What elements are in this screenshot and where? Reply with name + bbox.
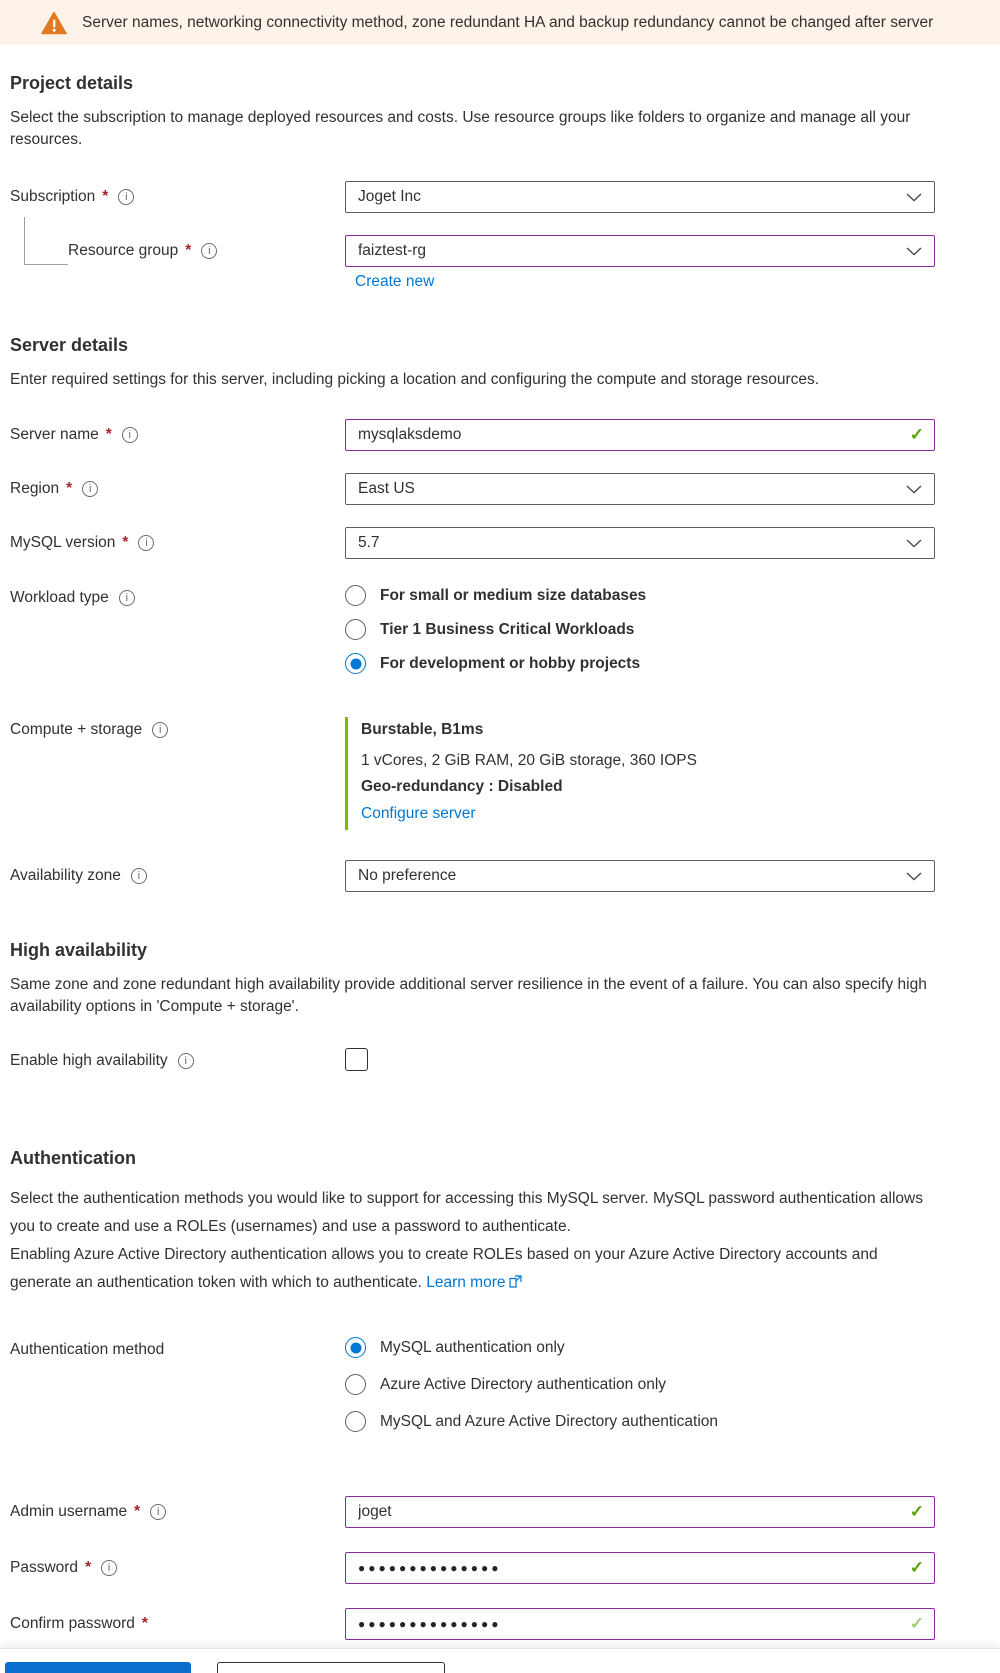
valid-check-icon: ✓ (909, 1614, 924, 1633)
mysql-version-label-group (10, 527, 345, 559)
chevron-down-icon (906, 485, 922, 494)
resource-group-select[interactable] (345, 235, 935, 267)
password-label: Password (10, 1559, 79, 1576)
auth-option-mysql-only[interactable]: MySQL authentication only (345, 1337, 935, 1358)
info-icon[interactable]: i (138, 535, 154, 551)
warning-icon (41, 11, 67, 35)
chevron-down-icon (906, 193, 922, 202)
availability-zone-select[interactable] (345, 860, 935, 892)
info-icon[interactable]: i (131, 868, 147, 884)
radio-icon (345, 619, 366, 640)
subscription-group (10, 181, 990, 291)
resource-group-label: Resource group (68, 242, 179, 259)
info-icon[interactable]: i (201, 243, 217, 259)
server-name-row (10, 419, 990, 451)
workload-option-tier1-critical[interactable]: Tier 1 Business Critical Workloads (345, 619, 935, 640)
info-icon[interactable]: i (122, 427, 138, 443)
admin-username-row (10, 1496, 990, 1528)
radio-selected-icon (345, 1337, 366, 1358)
required-asterisk: * (122, 534, 129, 551)
password-input[interactable] (358, 1561, 922, 1575)
info-icon[interactable]: i (152, 722, 168, 738)
required-asterisk: * (66, 480, 73, 497)
region-row (10, 473, 990, 505)
mysql-version-select[interactable] (345, 527, 935, 559)
section-heading-server-details: Server details (10, 335, 129, 355)
admin-username-label-group (10, 1496, 345, 1528)
section-heading-project-details: Project details (10, 73, 134, 93)
info-icon[interactable]: i (82, 481, 98, 497)
section-heading-high-availability: High availability (10, 940, 148, 960)
workload-option-small-medium[interactable]: For small or medium size databases (345, 585, 935, 606)
info-icon[interactable]: i (101, 1560, 117, 1576)
compute-specs: 1 vCores, 2 GiB RAM, 20 GiB storage, 360 IOPS (361, 752, 697, 769)
compute-storage-label-group (10, 719, 345, 741)
subscription-label-group (10, 181, 345, 213)
region-label-group (10, 473, 345, 505)
valid-check-icon: ✓ (909, 425, 924, 444)
chevron-down-icon (906, 247, 922, 256)
required-asterisk: * (141, 1615, 148, 1632)
learn-more-link[interactable]: Learn more (426, 1274, 506, 1291)
geo-redundancy-status: Geo-redundancy : Disabled (361, 778, 563, 795)
availability-zone-label-group (10, 860, 345, 892)
info-icon[interactable]: i (118, 189, 134, 205)
workload-type-label-group (10, 587, 345, 609)
region-value: East US (358, 480, 415, 497)
subscription-select[interactable] (345, 181, 935, 213)
chevron-down-icon (906, 872, 922, 881)
required-asterisk: * (102, 188, 109, 205)
valid-check-icon: ✓ (909, 1558, 924, 1577)
confirm-password-row (10, 1608, 990, 1640)
auth-option-aad-only[interactable]: Azure Active Directory authentication only (345, 1374, 935, 1395)
wizard-footer (0, 1648, 1000, 1673)
required-asterisk: * (105, 426, 112, 443)
valid-check-icon: ✓ (909, 1502, 924, 1521)
server-name-label-group (10, 419, 345, 451)
high-availability-description: Same zone and zone redundant high availability provide additional server resilience in the event of a failure. You can also specify high availability options in 'Compute + storage'. (10, 976, 927, 1015)
radio-icon (345, 585, 366, 606)
region-select[interactable] (345, 473, 935, 505)
radio-icon (345, 1411, 366, 1432)
enable-ha-checkbox[interactable] (345, 1048, 368, 1071)
confirm-password-label: Confirm password (10, 1615, 135, 1632)
server-name-input[interactable] (358, 426, 922, 444)
confirm-password-input[interactable] (358, 1617, 922, 1631)
workload-type-row (10, 585, 990, 687)
resource-group-value: faiztest-rg (358, 242, 427, 259)
server-name-label: Server name (10, 426, 99, 443)
mysql-version-label: MySQL version (10, 534, 116, 551)
admin-username-label: Admin username (10, 1503, 128, 1520)
create-new-link[interactable]: Create new (355, 273, 435, 290)
warning-banner (0, 0, 1000, 45)
configure-server-link[interactable]: Configure server (361, 805, 476, 822)
auth-option-mysql-and-aad[interactable]: MySQL and Azure Active Directory authentication (345, 1411, 935, 1432)
availability-zone-row (10, 860, 990, 892)
authentication-description-part1: Select the authentication methods you would like to support for accessing this MySQL server. MySQL password authentication allows you to create and use a ROLEs (usernames) and use a password to authenticate. (10, 1190, 923, 1235)
mysql-version-value: 5.7 (358, 534, 380, 551)
confirm-password-label-group (10, 1608, 345, 1640)
external-link-icon (509, 1275, 522, 1288)
info-icon[interactable]: i (119, 590, 135, 606)
workload-option-dev-hobby[interactable]: For development or hobby projects (345, 653, 935, 674)
authentication-description (10, 1185, 940, 1297)
footer-secondary-button[interactable] (217, 1662, 445, 1673)
project-details-description: Select the subscription to manage deployed resources and costs. Use resource groups like folders to organize and manage all your resources. (10, 109, 911, 148)
region-label: Region (10, 480, 60, 497)
subscription-value: Joget Inc (358, 188, 421, 205)
enable-ha-label: Enable high availability (10, 1052, 168, 1069)
info-icon[interactable]: i (178, 1053, 194, 1069)
radio-selected-icon (345, 653, 366, 674)
mysql-version-row (10, 527, 990, 559)
subscription-row (10, 181, 990, 213)
resource-group-connector-line (24, 217, 68, 265)
required-asterisk: * (134, 1503, 141, 1520)
compute-storage-label: Compute + storage (10, 721, 143, 738)
compute-storage-summary (345, 717, 935, 830)
availability-zone-label: Availability zone (10, 867, 121, 884)
radio-icon (345, 1374, 366, 1395)
password-label-group (10, 1552, 345, 1584)
info-icon[interactable]: i (150, 1504, 166, 1520)
resource-group-row (10, 235, 990, 267)
workload-type-label: Workload type (10, 589, 109, 606)
authentication-method-label: Authentication method (10, 1341, 165, 1358)
warning-banner-text: Server names, networking connectivity method, zone redundant HA and backup redundancy cannot be changed after server (82, 13, 934, 31)
password-row (10, 1552, 990, 1584)
enable-ha-row (10, 1048, 990, 1076)
compute-storage-row (10, 717, 990, 830)
compute-tier: Burstable, B1ms (361, 721, 484, 738)
authentication-description-part2: Enabling Azure Active Directory authentication allows you to create ROLEs based on your Azure Active Directory accounts and generate an authentication token with which to authenticate. (10, 1246, 878, 1291)
enable-ha-label-group (10, 1050, 345, 1072)
chevron-down-icon (906, 539, 922, 548)
footer-primary-button[interactable] (5, 1662, 191, 1673)
server-details-description: Enter required settings for this server, including picking a location and configuring the compute and storage resources. (10, 371, 820, 388)
section-heading-authentication: Authentication (10, 1148, 136, 1168)
authentication-method-label-group (10, 1339, 345, 1361)
availability-zone-value: No preference (358, 867, 457, 884)
subscription-label: Subscription (10, 188, 96, 205)
required-asterisk: * (85, 1559, 92, 1576)
required-asterisk: * (185, 242, 192, 259)
authentication-method-row (10, 1337, 990, 1448)
admin-username-input[interactable] (358, 1503, 922, 1521)
form-content (0, 73, 1000, 1640)
